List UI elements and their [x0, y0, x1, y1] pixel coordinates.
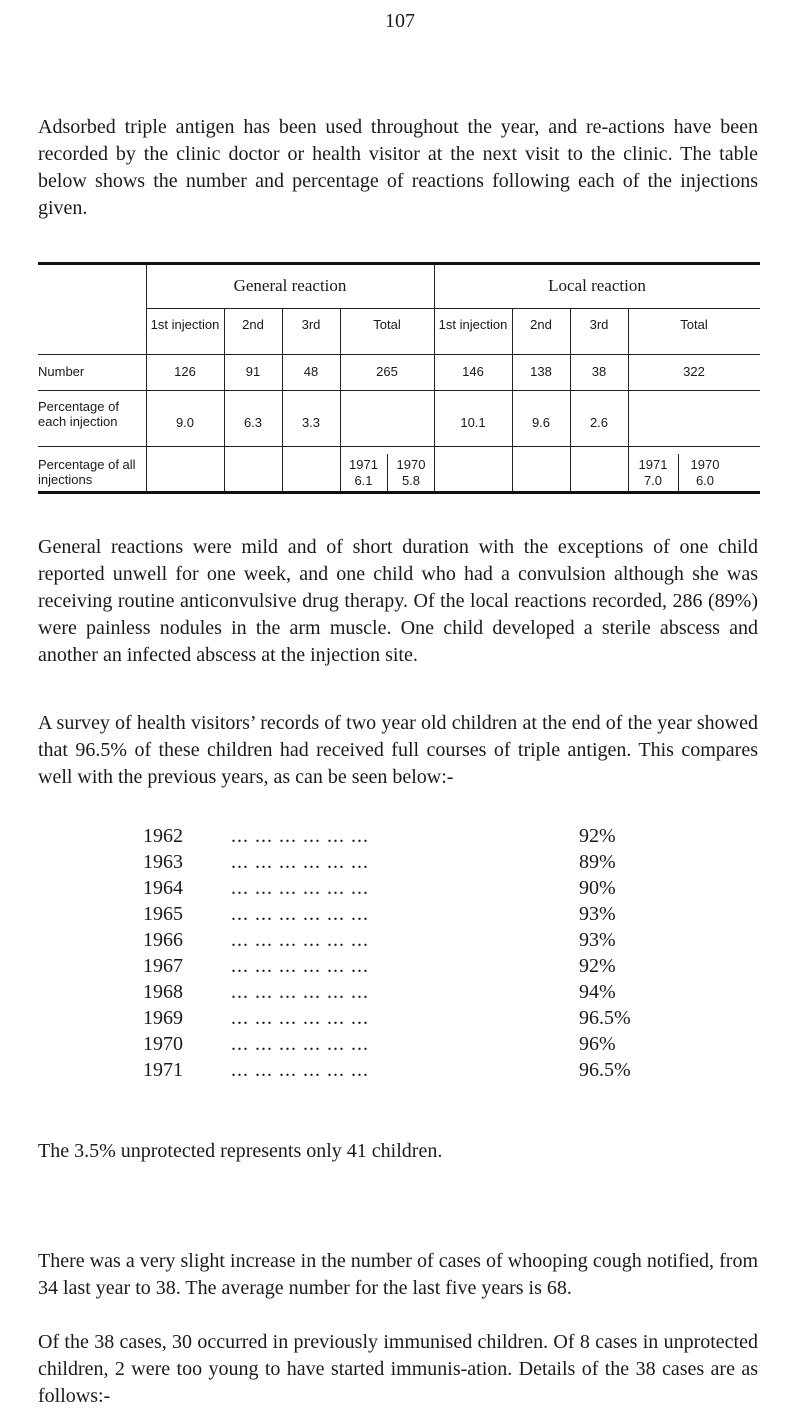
coverage-value: 96%	[579, 1033, 616, 1055]
col-local-3rd: 3rd	[589, 317, 609, 332]
col-general-3rd: 3rd	[301, 317, 321, 332]
cell-all-general-value-1971: 6.1	[354, 473, 373, 488]
rule-each-bottom	[38, 446, 760, 447]
survey-paragraph: A survey of health visitors’ records of two year old children at the end of the year showed that 96.5% of these children had received full courses of triple antigen. This compares well with the previous years, as can be seen below:-	[38, 712, 758, 788]
unprotected-sentence: The 3.5% unprotected represents only 41 children.	[38, 1140, 443, 1162]
coverage-value: 93%	[579, 929, 616, 951]
intro-paragraph: Adsorbed triple antigen has been used throughout the year, and re-actions have been recorded by the clinic doctor or health visitor at the next visit to the clinic. The table below shows the number and percentage of reactions following each of the injections given.	[38, 116, 758, 219]
coverage-year: 1971	[143, 1059, 183, 1081]
row-label-each: Percentage of each injection	[38, 399, 119, 429]
coverage-value: 93%	[579, 903, 616, 925]
leader-dots: ... ... ... ... ... ...	[231, 903, 369, 925]
cell-number-l1: 146	[462, 364, 484, 379]
coverage-row	[143, 825, 703, 851]
coverage-value: 90%	[579, 877, 616, 899]
coverage-value: 92%	[579, 955, 616, 977]
cell-all-local-value-1971: 7.0	[643, 473, 663, 488]
cases-paragraph: Of the 38 cases, 30 occurred in previously immunised children. Of 8 cases in unprotected children, 2 were too young to have started immunis-ation. Details of the 38 cases are as follows:-	[38, 1331, 758, 1407]
cell-each-l2: 9.6	[531, 415, 551, 430]
coverage-row	[143, 1007, 703, 1033]
leader-dots: ... ... ... ... ... ...	[231, 1007, 369, 1029]
col-general-total: Total	[373, 317, 401, 332]
coverage-row	[143, 1059, 703, 1085]
cell-all-local-value-1970: 6.0	[695, 473, 715, 488]
coverage-year: 1969	[143, 1007, 183, 1029]
leader-dots: ... ... ... ... ... ...	[231, 955, 369, 977]
leader-dots: ... ... ... ... ... ...	[231, 1059, 369, 1081]
coverage-row	[143, 981, 703, 1007]
cell-each-g1: 9.0	[175, 415, 195, 430]
leader-dots: ... ... ... ... ... ...	[231, 1033, 369, 1055]
cell-number-lt: 322	[683, 364, 705, 379]
cell-number-g3: 48	[303, 364, 319, 379]
cell-number-gt: 265	[376, 364, 398, 379]
cell-each-l1: 10.1	[460, 415, 486, 430]
general-reactions-paragraph: General reactions were mild and of short duration with the exceptions of one child reported unwell for one week, and one child who had a convulsion although she was receiving routine anticonvulsive drug therapy. Of the local reactions recorded, 286 (89%) were painless nodules in the arm muscle. One child developed a sterile abscess and another an infected abscess at the injection site.	[38, 536, 758, 666]
coverage-year: 1966	[143, 929, 183, 951]
leader-dots: ... ... ... ... ... ...	[231, 825, 369, 847]
cell-each-l3: 2.6	[589, 415, 609, 430]
cell-number-g2: 91	[245, 364, 261, 379]
leader-dots: ... ... ... ... ... ...	[231, 877, 369, 899]
leader-dots: ... ... ... ... ... ...	[231, 929, 369, 951]
row-label-all: Percentage of all injections	[38, 457, 136, 487]
divider-l1	[512, 308, 513, 491]
cell-each-g2: 6.3	[243, 415, 263, 430]
leader-dots: ... ... ... ... ... ...	[231, 981, 369, 1003]
coverage-year: 1967	[143, 955, 183, 977]
cell-all-general-value-1970: 5.8	[401, 473, 421, 488]
row-label-number: Number	[38, 364, 85, 379]
group-general-header: General reaction	[233, 276, 347, 295]
coverage-row	[143, 851, 703, 877]
coverage-value: 92%	[579, 825, 616, 847]
coverage-year: 1962	[143, 825, 183, 847]
coverage-row	[143, 929, 703, 955]
coverage-year: 1968	[143, 981, 183, 1003]
rule-header-bottom	[38, 354, 760, 355]
cell-all-general-year-1971: 1971	[349, 457, 378, 472]
whooping-cough-paragraph: There was a very slight increase in the number of cases of whooping cough notified, from 34 last year to 38. The average number for the last five years is 68.	[38, 1250, 758, 1299]
page-number: 107	[385, 10, 415, 32]
coverage-row	[143, 903, 703, 929]
coverage-year: 1965	[143, 903, 183, 925]
coverage-value: 96.5%	[579, 1007, 631, 1029]
coverage-year: 1963	[143, 851, 183, 873]
leader-dots: ... ... ... ... ... ...	[231, 851, 369, 873]
col-general-1st: 1st injection	[150, 317, 220, 332]
coverage-row	[143, 1033, 703, 1059]
cell-all-general-year-1970: 1970	[396, 457, 426, 472]
cell-number-l3: 38	[591, 364, 607, 379]
rule-subheader	[146, 308, 760, 309]
cell-all-local-year-1970: 1970	[690, 457, 720, 472]
divider-l2	[570, 308, 571, 491]
coverage-year: 1970	[143, 1033, 183, 1055]
cell-number-l2: 138	[530, 364, 552, 379]
col-local-1st: 1st injection	[438, 317, 508, 332]
rule-number-bottom	[38, 390, 760, 391]
coverage-value: 94%	[579, 981, 616, 1003]
divider-g2	[282, 308, 283, 491]
coverage-list	[143, 825, 703, 1085]
col-local-2nd: 2nd	[530, 317, 552, 332]
coverage-value: 96.5%	[579, 1059, 631, 1081]
col-general-2nd: 2nd	[242, 317, 264, 332]
cell-each-g3: 3.3	[301, 415, 321, 430]
coverage-value: 89%	[579, 851, 616, 873]
reactions-table	[38, 262, 760, 494]
cell-number-g1: 126	[174, 364, 196, 379]
coverage-row	[143, 955, 703, 981]
col-local-total: Total	[680, 317, 708, 332]
divider-g1	[224, 308, 225, 491]
coverage-year: 1964	[143, 877, 183, 899]
table-bottom-rule	[38, 491, 760, 494]
group-local-header: Local reaction	[548, 276, 646, 295]
cell-all-local-year-1971: 1971	[638, 457, 668, 472]
coverage-row	[143, 877, 703, 903]
